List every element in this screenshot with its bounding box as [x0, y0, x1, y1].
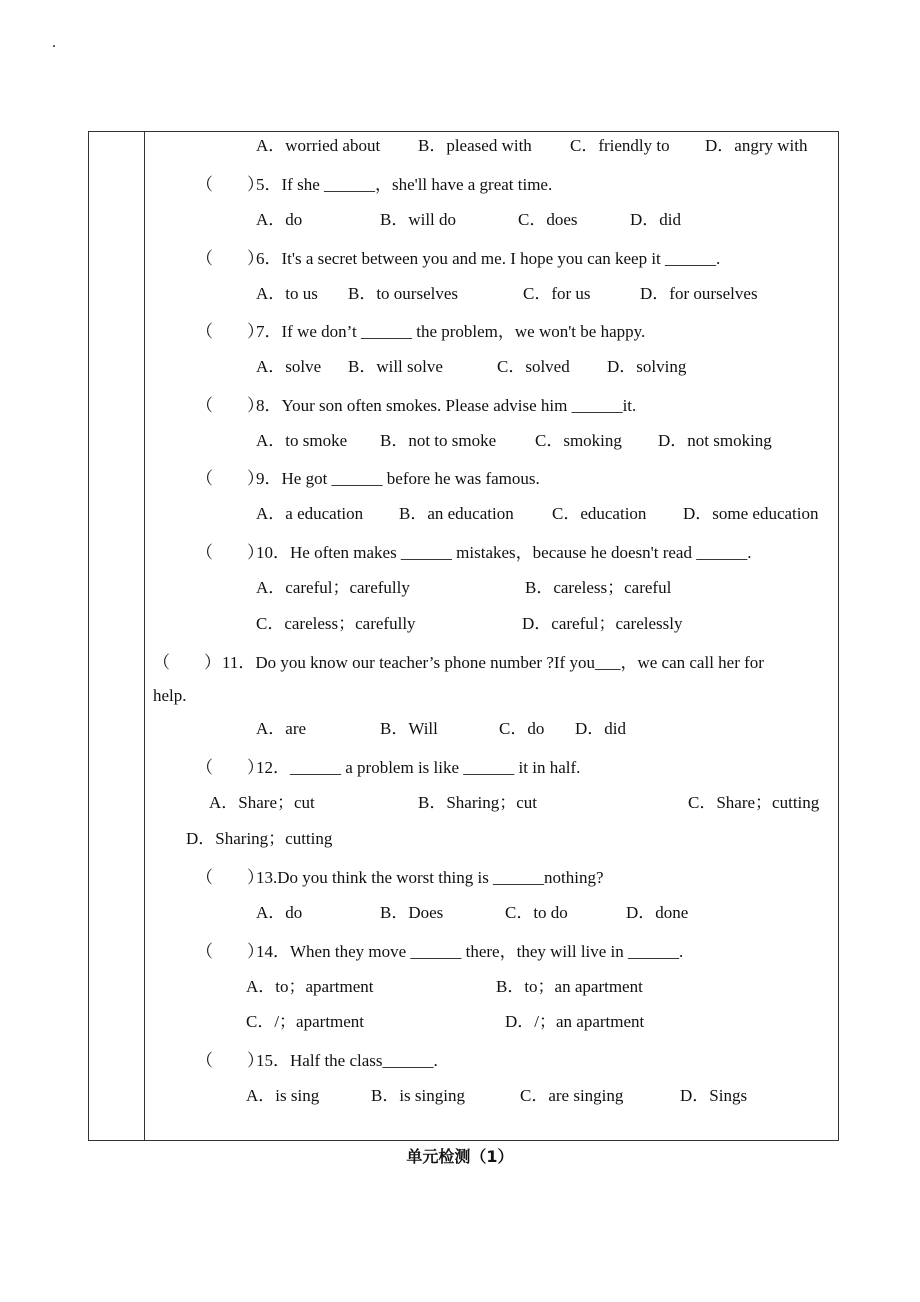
q14-option-a[interactable]: A．to；apartment: [246, 977, 374, 996]
q6-option-a[interactable]: A．to us: [256, 284, 318, 303]
q13-option-a[interactable]: A．do: [256, 903, 303, 922]
q4-option-d[interactable]: D．angry with: [705, 136, 808, 155]
q7-stem: 7．If we don’t ______ the problem，we won't be happy.: [256, 322, 646, 341]
q13-option-c[interactable]: C．to do: [505, 903, 568, 922]
q12-option-d[interactable]: D．Sharing；cutting: [186, 829, 333, 848]
q15-option-b[interactable]: B．is singing: [371, 1086, 465, 1105]
q15-stem: 15．Half the class______.: [256, 1051, 438, 1070]
q11-option-b[interactable]: B．Will: [380, 719, 438, 738]
q13-answer-bracket[interactable]: （ ）: [196, 868, 264, 887]
q10-option-c[interactable]: C．careless；carefully: [256, 614, 416, 633]
q5-option-c[interactable]: C．does: [518, 210, 578, 229]
q10-option-d[interactable]: D．careful；carelessly: [522, 614, 683, 633]
q5-answer-bracket[interactable]: （ ）: [196, 175, 264, 194]
q12-option-c[interactable]: C．Share；cutting: [688, 793, 820, 812]
q11-option-a[interactable]: A．are: [256, 719, 307, 738]
q15-option-c[interactable]: C．are singing: [520, 1086, 624, 1105]
q5-option-d[interactable]: D．did: [630, 210, 681, 229]
q11-option-c[interactable]: C．do: [499, 719, 545, 738]
q8-option-c[interactable]: C．smoking: [535, 431, 622, 450]
q4-option-b[interactable]: B．pleased with: [418, 136, 532, 155]
q11-stem: 11．Do you know our teacher’s phone number ?If you___，we can call her for: [222, 653, 764, 672]
q7-option-d[interactable]: D．solving: [607, 357, 687, 376]
q12-option-b[interactable]: B．Sharing；cut: [418, 793, 537, 812]
q14-answer-bracket[interactable]: （ ）: [196, 942, 264, 961]
q12-option-a[interactable]: A．Share；cut: [209, 793, 315, 812]
q11-option-d[interactable]: D．did: [575, 719, 626, 738]
q12-stem: 12．______ a problem is like ______ it in half.: [256, 758, 581, 777]
q7-option-a[interactable]: A．solve: [256, 357, 322, 376]
q9-option-b[interactable]: B．an education: [399, 504, 514, 523]
q5-option-a[interactable]: A．do: [256, 210, 303, 229]
q4-option-c[interactable]: C．friendly to: [570, 136, 670, 155]
q6-option-b[interactable]: B．to ourselves: [348, 284, 459, 303]
q11-stem-continued: help.: [153, 686, 187, 705]
q7-answer-bracket[interactable]: （ ）: [196, 322, 264, 341]
q10-answer-bracket[interactable]: （ ）: [196, 543, 264, 562]
q8-option-a[interactable]: A．to smoke: [256, 431, 348, 450]
q7-option-c[interactable]: C．solved: [497, 357, 570, 376]
q6-option-c[interactable]: C．for us: [523, 284, 591, 303]
q8-option-b[interactable]: B．not to smoke: [380, 431, 497, 450]
q5-stem: 5．If she ______，she'll have a great time.: [256, 175, 553, 194]
q9-answer-bracket[interactable]: （ ）: [196, 469, 264, 488]
q7-option-b[interactable]: B．will solve: [348, 357, 443, 376]
q13-stem: 13.Do you think the worst thing is ______nothing?: [256, 868, 604, 887]
q4-option-a[interactable]: A．worried about: [256, 136, 381, 155]
q15-option-d[interactable]: D．Sings: [680, 1086, 748, 1105]
q8-answer-bracket[interactable]: （ ）: [196, 396, 264, 415]
q6-option-d[interactable]: D．for ourselves: [640, 284, 758, 303]
q9-option-c[interactable]: C．education: [552, 504, 647, 523]
q10-option-b[interactable]: B．careless；careful: [525, 578, 672, 597]
q14-stem: 14．When they move ______ there，they will live in ______.: [256, 942, 684, 961]
question-table: [88, 131, 839, 1141]
q10-option-a[interactable]: A．careful；carefully: [256, 578, 410, 597]
q14-option-c[interactable]: C．/；apartment: [246, 1012, 365, 1031]
q14-option-d[interactable]: D．/；an apartment: [505, 1012, 645, 1031]
q6-answer-bracket[interactable]: （ ）: [196, 249, 264, 268]
q14-option-b[interactable]: B．to；an apartment: [496, 977, 643, 996]
q13-option-d[interactable]: D．done: [626, 903, 689, 922]
q15-answer-bracket[interactable]: （ ）: [196, 1051, 264, 1070]
unit-test-title: 单元检测（1）: [406, 1147, 514, 1166]
q8-option-d[interactable]: D．not smoking: [658, 431, 772, 450]
q13-option-b[interactable]: B．Does: [380, 903, 444, 922]
q11-answer-bracket[interactable]: （ ）: [153, 653, 221, 672]
q12-answer-bracket[interactable]: （ ）: [196, 758, 264, 777]
q9-option-a[interactable]: A．a education: [256, 504, 364, 523]
q8-stem: 8．Your son often smokes. Please advise him ______it.: [256, 396, 637, 415]
corner-dot: .: [52, 34, 56, 51]
column-divider: [144, 132, 145, 1140]
q10-stem: 10．He often makes ______ mistakes，because he doesn't read ______.: [256, 543, 752, 562]
q9-stem: 9．He got ______ before he was famous.: [256, 469, 540, 488]
q5-option-b[interactable]: B．will do: [380, 210, 457, 229]
q6-stem: 6．It's a secret between you and me. I hope you can keep it ______.: [256, 249, 721, 268]
q15-option-a[interactable]: A．is sing: [246, 1086, 320, 1105]
q9-option-d[interactable]: D．some education: [683, 504, 819, 523]
